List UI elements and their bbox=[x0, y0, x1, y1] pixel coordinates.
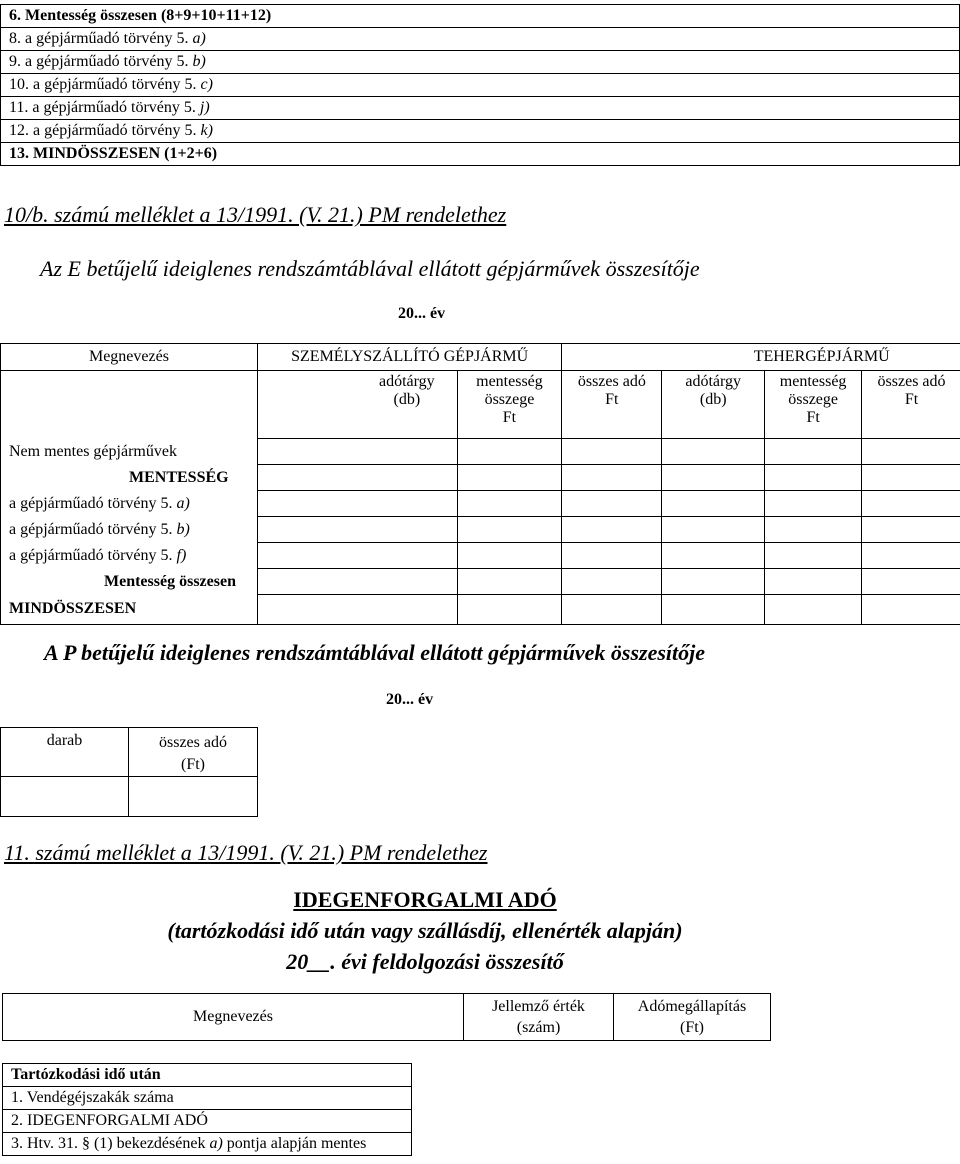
value-cell bbox=[862, 491, 960, 517]
col-total-tax-header: összes adó (Ft) bbox=[129, 728, 258, 777]
table-row bbox=[1, 491, 960, 517]
annex-11-heading: 11. számú melléklet a 13/1991. (V. 21.) PM rendelethez bbox=[4, 840, 488, 865]
row-label: MENTESSÉG bbox=[1, 465, 258, 491]
list-item: 6. Mentesség összesen (8+9+10+11+12) bbox=[1, 5, 960, 28]
value-cell bbox=[257, 465, 357, 491]
value-cell bbox=[662, 543, 765, 569]
value-cell bbox=[862, 595, 960, 625]
row-label: a gépjárműadó törvény 5. a) bbox=[1, 491, 258, 517]
table-row: 2. IDEGENFORGALMI ADÓ bbox=[3, 1110, 412, 1133]
list-item: 8. a gépjárműadó törvény 5. a) bbox=[1, 28, 960, 51]
value-cell bbox=[562, 465, 662, 491]
annex-p-year: 20... év bbox=[386, 691, 434, 708]
sub-header-exempt: mentesség összege Ft bbox=[457, 371, 562, 439]
value-cell bbox=[257, 595, 357, 625]
value-cell bbox=[765, 465, 862, 491]
value-cell bbox=[457, 543, 562, 569]
value-cell bbox=[765, 595, 862, 625]
table-row bbox=[1, 517, 960, 543]
value-cell bbox=[662, 465, 765, 491]
sub-header-db: adótárgy (db) bbox=[662, 371, 765, 439]
value-cell bbox=[257, 439, 357, 465]
annex-10b-year: 20... év bbox=[398, 305, 446, 322]
value-cell bbox=[357, 595, 457, 625]
group-truck-header: TEHERGÉPJÁRMŰ bbox=[562, 344, 960, 371]
value-cell bbox=[457, 595, 562, 625]
row-label: a gépjárműadó törvény 5. b) bbox=[1, 517, 258, 543]
value-cell bbox=[765, 569, 862, 595]
col-name-header: Megnevezés bbox=[3, 994, 464, 1041]
col-count-header: darab bbox=[1, 728, 129, 777]
annex-10b-title: Az E betűjelű ideiglenes rendszámtáblával ellátott gépjárművek összesítője bbox=[40, 256, 700, 281]
list-item: 9. a gépjárműadó törvény 5. b) bbox=[1, 51, 960, 74]
value-cell bbox=[662, 491, 765, 517]
value-cell bbox=[257, 543, 357, 569]
value-cell bbox=[662, 569, 765, 595]
value-cell bbox=[257, 569, 357, 595]
row-label: a gépjárműadó törvény 5. f) bbox=[1, 543, 258, 569]
annex-11-subtitle: (tartózkodási idő után vagy szállásdíj, ellenérték alapján) bbox=[167, 918, 683, 943]
value-cell bbox=[662, 595, 765, 625]
p-vehicle-table bbox=[0, 727, 258, 817]
value-cell bbox=[357, 491, 457, 517]
value-cell bbox=[862, 569, 960, 595]
value-cell bbox=[457, 465, 562, 491]
sub-header-total: összes adó Ft bbox=[862, 371, 960, 439]
e-vehicle-table bbox=[0, 343, 960, 625]
table-row bbox=[1, 439, 960, 465]
list-item: 13. MINDÖSSZESEN (1+2+6) bbox=[1, 143, 960, 166]
value-cell bbox=[562, 543, 662, 569]
value-cell bbox=[357, 439, 457, 465]
value-cell bbox=[765, 517, 862, 543]
table-row: 1. Vendégéjszakák száma bbox=[3, 1087, 412, 1110]
value-cell bbox=[457, 491, 562, 517]
value-cell bbox=[862, 465, 960, 491]
annex-11-title: IDEGENFORGALMI ADÓ bbox=[293, 887, 557, 912]
value-cell bbox=[257, 491, 357, 517]
tourism-tax-rows-table bbox=[2, 1063, 412, 1156]
value-cell bbox=[765, 491, 862, 517]
value-cell bbox=[257, 517, 357, 543]
table-row bbox=[1, 595, 960, 625]
value-cell bbox=[457, 569, 562, 595]
col-tax-header: Adómegállapítás (Ft) bbox=[614, 994, 771, 1041]
value-cell bbox=[357, 517, 457, 543]
value-cell bbox=[862, 439, 960, 465]
group-passenger-header: SZEMÉLYSZÁLLÍTÓ GÉPJÁRMŰ bbox=[257, 344, 562, 371]
col-value-header: Jellemző érték (szám) bbox=[464, 994, 614, 1041]
table-row bbox=[1, 465, 960, 491]
sub-header-total: összes adó Ft bbox=[562, 371, 662, 439]
row-label: Nem mentes gépjárművek bbox=[1, 439, 258, 465]
list-item: 10. a gépjárműadó törvény 5. c) bbox=[1, 74, 960, 97]
value-cell bbox=[457, 517, 562, 543]
value-cell bbox=[562, 439, 662, 465]
row-label: Mentesség összesen bbox=[1, 569, 258, 595]
value-cell bbox=[765, 439, 862, 465]
value-cell bbox=[862, 517, 960, 543]
table-row: 3. Htv. 31. § (1) bekezdésének a) pontja alapján mentes bbox=[3, 1133, 412, 1156]
list-item: 12. a gépjárműadó törvény 5. k) bbox=[1, 120, 960, 143]
tourism-tax-header-table bbox=[2, 993, 771, 1041]
top-list-table bbox=[0, 4, 960, 166]
value-cell bbox=[562, 569, 662, 595]
value-cell bbox=[562, 491, 662, 517]
sub-header-db: adótárgy (db) bbox=[357, 371, 457, 439]
value-cell bbox=[357, 569, 457, 595]
row-label: MINDÖSSZESEN bbox=[1, 595, 258, 625]
table-row bbox=[1, 569, 960, 595]
table-row: Tartózkodási idő után bbox=[3, 1064, 412, 1087]
value-cell bbox=[357, 465, 457, 491]
table-row bbox=[1, 543, 960, 569]
value-cell bbox=[562, 517, 662, 543]
value-cell bbox=[662, 517, 765, 543]
sub-header-exempt: mentesség összege Ft bbox=[765, 371, 862, 439]
value-cell bbox=[662, 439, 765, 465]
value-cell bbox=[562, 595, 662, 625]
annex-10b-heading: 10/b. számú melléklet a 13/1991. (V. 21.) PM rendelethez bbox=[4, 202, 507, 227]
value-cell bbox=[862, 543, 960, 569]
value-cell bbox=[457, 439, 562, 465]
col-name-header: Megnevezés bbox=[1, 344, 258, 371]
value-cell bbox=[357, 543, 457, 569]
annex-p-title: A P betűjelű ideiglenes rendszámtáblával ellátott gépjárművek összesítője bbox=[44, 640, 705, 665]
list-item: 11. a gépjárműadó törvény 5. j) bbox=[1, 97, 960, 120]
annex-11-period: 20__. évi feldolgozási összesítő bbox=[286, 949, 564, 974]
value-cell bbox=[765, 543, 862, 569]
